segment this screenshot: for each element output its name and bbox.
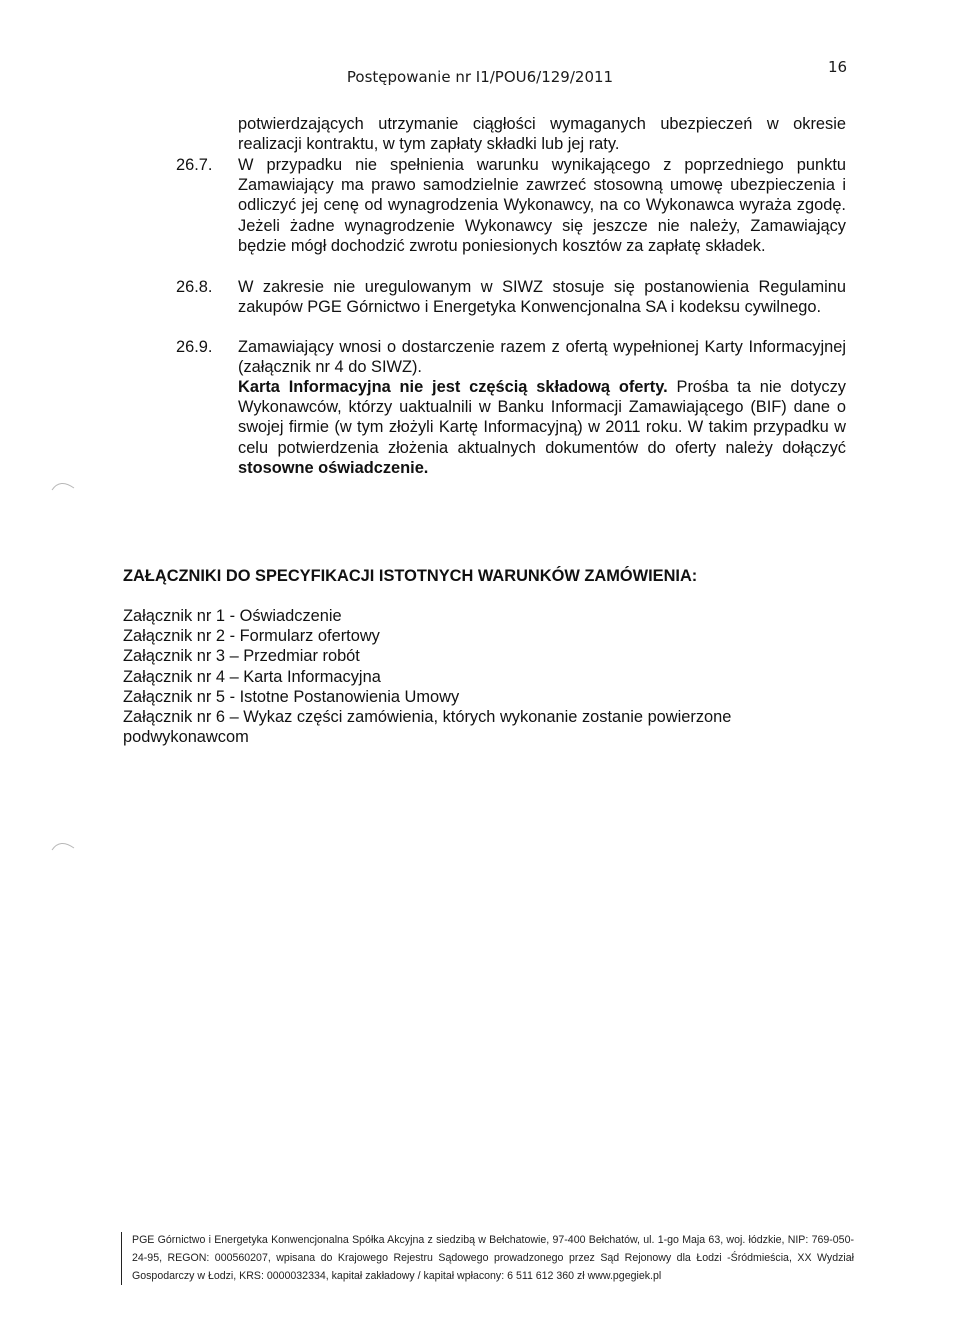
page-number: 16 (828, 58, 848, 76)
section-text: W przypadku nie spełnienia warunku wynikającego z poprzedniego punktu Zamawiający ma prawo samodzielnie zawrzeć stosowną umowę ubezpieczenia i odliczyć jej cenę od wynagrodzenia Wykonawcy, na co Wykonawca wyraża zgodę. Jeżeli żadne wynagrodzenie Wykonawcy się jeszcze nie należy, Zamawiający będzie mógł dochodzić zwrotu poniesionych kosztów za zapłatę składek. (238, 156, 846, 255)
section-number: 26.7. (176, 156, 213, 174)
list-item: Załącznik nr 5 - Istotne Postanowienia Umowy (123, 687, 460, 706)
bold-lead: Karta Informacyjna nie jest częścią składową oferty. (238, 378, 668, 396)
scan-mark (50, 838, 78, 852)
attachments-heading: ZAŁĄCZNIKI DO SPECYFIKACJI ISTOTNYCH WARUNKÓW ZAMÓWIENIA: (123, 567, 698, 585)
section-number: 26.8. (176, 278, 213, 296)
section-text-bold-note (238, 377, 846, 478)
section-text: W zakresie nie uregulowanym w SIWZ stosuje się postanowienia Regulaminu zakupów PGE Górnictwo i Energetyka Konwencjonalna SA i kodeksu cywilnego. (238, 278, 846, 317)
section-number: 26.9. (176, 338, 213, 356)
list-item: Załącznik nr 2 - Formularz ofertowy (123, 627, 380, 646)
bold-tail: stosowne oświadczenie. (238, 458, 429, 477)
document-header-title: Postępowanie nr I1/POU6/129/2011 (346, 68, 614, 86)
continuation-text: Prośba ta nie dotyczy Wykonawców, którzy uaktualnili w Banku Informacji Zamawiającego (BIF) dane o swojej firmie (w tym złożyli Kartę Informacyjną) w 2011 roku. W takim przypadku w celu potwierdzenia złożenia aktualnych dokumentów do oferty należy dołączyć (238, 378, 846, 457)
attachments-list (123, 606, 803, 747)
company-footer: PGE Górnictwo i Energetyka Konwencjonalna Spółka Akcyjna z siedzibą w Bełchatowie, 97-400 Bełchatów, ul. 1-go Maja 63, woj. łódzkie, NIP: 769-050-24-95, REGON: 000560207, wpisana do Krajowego Rejestru Sądowego prowadzonego przez Sąd Rejonowy dla Łodzi -Śródmieścia, XX Wydział Gospodarczy w Łodzi, KRS: 0000032334, kapitał zakładowy / kapitał wpłacony: 6 511 612 360 zł www.pgegiek.pl (121, 1232, 854, 1285)
list-item: Załącznik nr 1 - Oświadczenie (123, 607, 342, 625)
list-item: Załącznik nr 4 – Karta Informacyjna (123, 667, 381, 686)
list-item: Załącznik nr 3 – Przedmiar robót (123, 647, 360, 666)
list-item: Załącznik nr 6 – Wykaz części zamówienia, których wykonanie zostanie powierzone podwykonawcom (123, 708, 732, 747)
section-text: potwierdzających utrzymanie ciągłości wymaganych ubezpieczeń w okresie realizacji kontraktu, w tym zapłaty składki lub jej raty. (238, 115, 846, 154)
section-text: Zamawiający wnosi o dostarczenie razem z ofertą wypełnionej Karty Informacyjnej (załącznik nr 4 do SIWZ). (238, 338, 846, 377)
scan-mark (50, 478, 78, 492)
